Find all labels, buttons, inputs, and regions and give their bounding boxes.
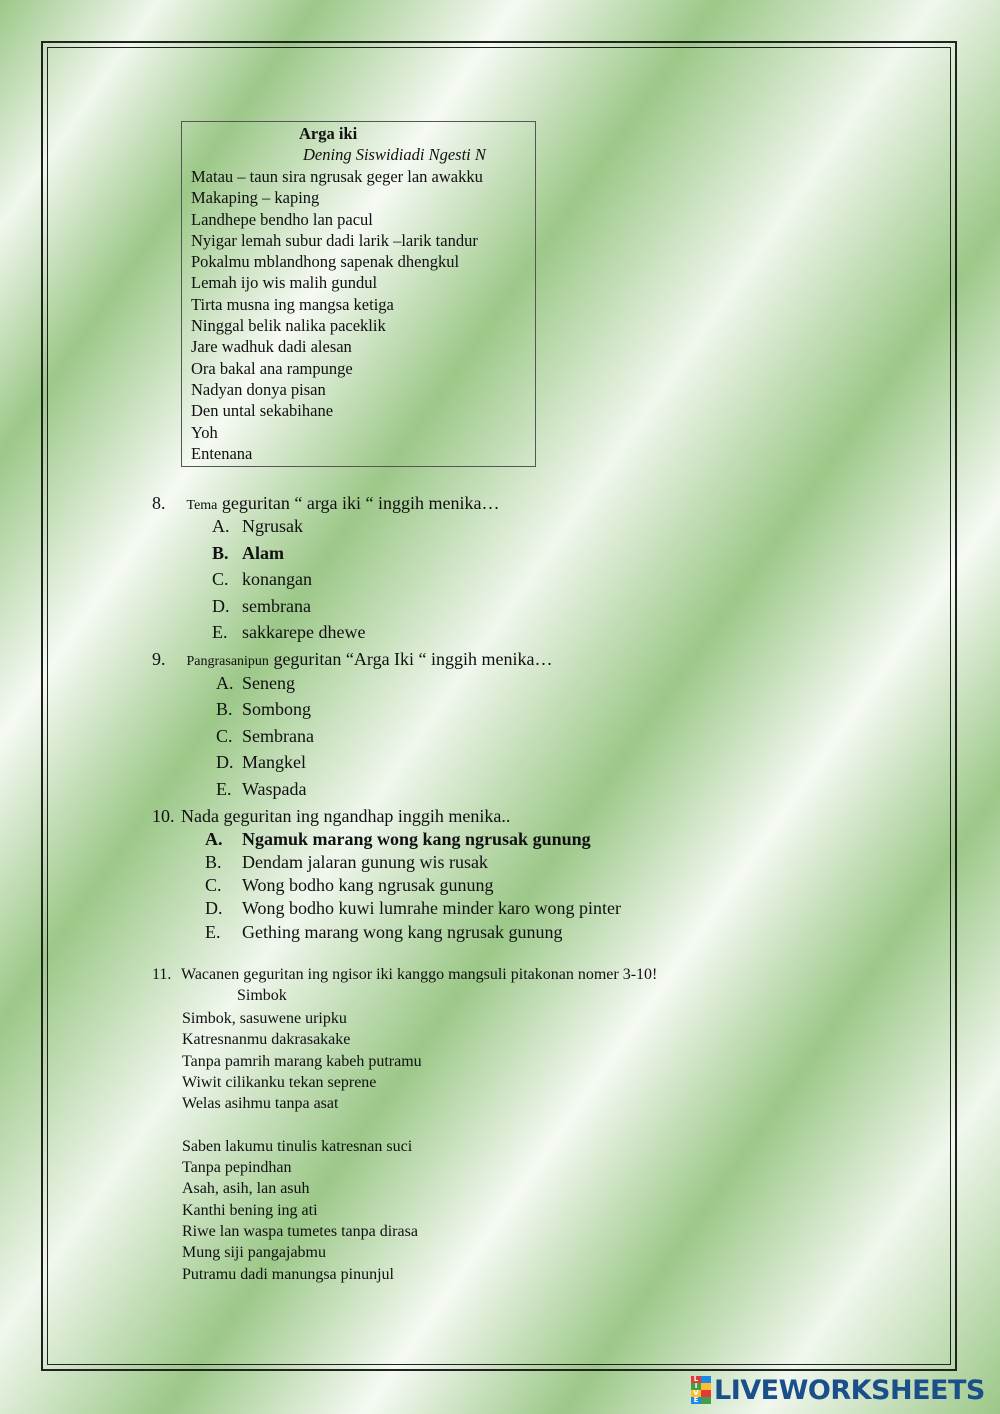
option-letter: D. [205,898,223,918]
question-number: 11. [152,966,172,983]
question-9 [152,649,553,670]
poem-box-arga-iki [181,121,536,467]
option-text: Dendam jalaran gunung wis rusak [242,852,488,872]
question-text: Nada geguritan ing ngandhap inggih menika.. [181,806,511,826]
option-letter: C. [212,569,229,589]
poem-line: Nadyan donya pisan [191,379,326,399]
poem-stanza-break [182,1114,422,1135]
q10-option-d[interactable] [205,898,621,919]
option-letter: D. [216,752,234,772]
liveworksheets-logo-text: LIVEWORKSHEETS [714,1374,985,1406]
option-letter: E. [216,779,232,799]
logo-icon-letter: E [691,1397,701,1404]
liveworksheets-logo-icon [691,1376,711,1404]
logo-icon-letter: I [691,1383,701,1390]
option-text: Sembrana [242,726,314,746]
logo-icon-letter: V [691,1390,701,1397]
poem-line: Asah, asih, lan asuh [182,1180,310,1198]
poem-line: Riwe lan waspa tumetes tanpa dirasa [182,1222,418,1240]
q8-option-c[interactable] [212,569,312,590]
option-letter: E. [205,922,221,942]
poem-line: Lemah ijo wis malih gundul [191,273,378,293]
poem-line: Entenana [191,443,253,463]
q9-option-c[interactable] [216,726,314,747]
poem-line: Yoh [191,422,218,442]
liveworksheets-logo[interactable] [691,1373,985,1407]
poem-line: Katresnanmu dakrasakake [182,1031,351,1049]
option-text: Ngamuk marang wong kang ngrusak gunung [242,829,591,849]
q10-option-a[interactable] [205,829,591,850]
option-text: Ngrusak [242,516,303,536]
option-text: sembrana [242,596,311,616]
question-text: Wacanen geguritan ing ngisor iki kanggo mangsuli pitakonan nomer 3-10! [181,966,658,983]
q8-option-e[interactable] [212,622,365,643]
option-letter: B. [205,852,222,872]
option-letter: A. [216,673,234,693]
option-letter: D. [212,596,230,616]
question-8 [152,493,500,514]
q10-option-c[interactable] [205,875,494,896]
option-letter: E. [212,622,228,642]
question-number: 10. [152,806,175,826]
option-letter: B. [212,543,229,563]
poem-line: Den untal sekabihane [191,401,334,421]
poem-line: Kanthi bening ing ati [182,1201,318,1219]
poem-author: Dening Siswidiadi Ngesti N [303,145,486,164]
poem-line: Wiwit cilikanku tekan seprene [182,1073,377,1091]
poem-line: Tanpa pamrih marang kabeh putramu [182,1052,422,1070]
option-letter: A. [205,829,223,849]
q9-option-b[interactable] [216,699,311,720]
poem-line: Ora bakal ana rampunge [191,358,353,378]
option-letter: B. [216,699,233,719]
poem-line: Putramu dadi manungsa pinunjul [182,1265,394,1283]
option-text: sakkarepe dhewe [242,622,366,642]
poem-line: Ninggal belik nalika paceklik [191,316,386,336]
question-number: 8. [152,493,166,513]
q8-option-d[interactable] [212,596,311,617]
q10-option-e[interactable] [205,922,562,943]
poem-line: Saben lakumu tinulis katresnan suci [182,1137,413,1155]
question-text: geguritan “ arga iki “ inggih menika… [221,493,500,513]
poem-simbok-title: Simbok [237,987,287,1004]
option-letter: C. [216,726,233,746]
poem-line: Makaping – kaping [191,188,320,208]
option-text: Alam [242,543,284,563]
logo-icon-letter: L [691,1376,701,1383]
poem-line: Tirta musna ing mangsa ketiga [191,294,394,314]
option-letter: C. [205,875,222,895]
option-text: Sombong [242,699,312,719]
question-10 [152,806,510,827]
poem-line: Simbok, sasuwene uripku [182,1010,347,1027]
poem-line: Nyigar lemah subur dadi larik –larik tandur [191,230,478,250]
option-text: Seneng [242,673,295,693]
poem-line: Pokalmu mblandhong sapenak dhengkul [191,252,460,272]
poem-simbok-lines [182,1008,422,1285]
poem-line: Jare wadhuk dadi alesan [191,337,352,357]
poem-line: Tanpa pepindhan [182,1159,292,1177]
option-text: konangan [242,569,312,589]
q8-option-a[interactable] [212,516,303,537]
option-text: Waspada [242,779,307,799]
q8-option-b[interactable] [212,543,284,564]
option-text: Wong bodho kuwi lumrahe minder karo wong pinter [242,898,621,918]
poem-line: Welas asihmu tanpa asat [182,1095,339,1113]
option-text: Gething marang wong kang ngrusak gunung [242,922,563,942]
poem-lines [191,166,483,464]
poem-line: Landhepe bendho lan pacul [191,209,373,229]
q9-option-a[interactable] [216,673,295,694]
option-letter: A. [212,516,230,536]
question-lead: Pangrasanipun [186,654,269,669]
poem-line: Matau – taun sira ngrusak geger lan awakku [191,167,483,186]
q10-option-b[interactable] [205,852,488,873]
q9-option-d[interactable] [216,752,306,773]
option-text: Mangkel [242,752,306,772]
question-11 [152,966,657,984]
poem-line: Mung siji pangajabmu [182,1244,326,1262]
question-number: 9. [152,649,166,669]
option-text: Wong bodho kang ngrusak gunung [242,875,494,895]
question-text: geguritan “Arga Iki “ inggih menika… [273,649,553,669]
poem-title: Arga iki [299,124,358,143]
q9-option-e[interactable] [216,779,307,800]
question-lead: Tema [186,498,218,513]
